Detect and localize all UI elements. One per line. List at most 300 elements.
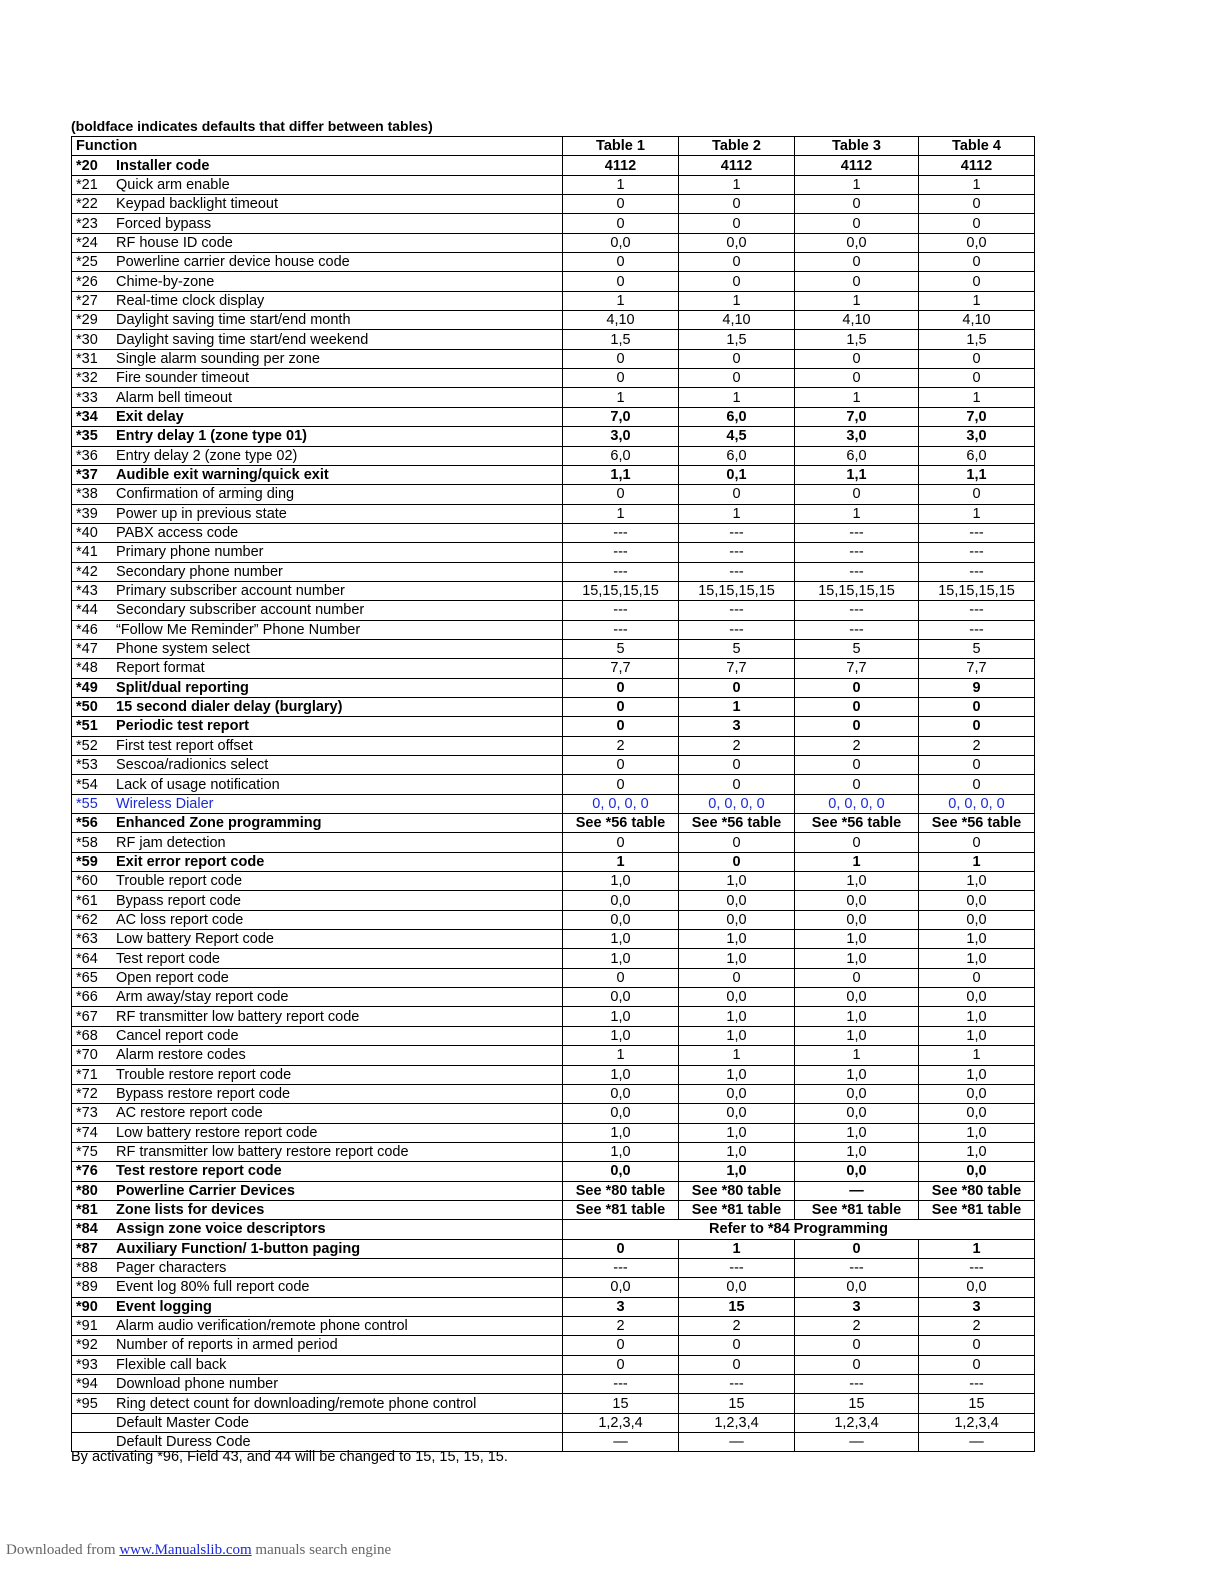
function-cell	[72, 253, 563, 272]
table-1-value: 0,0	[563, 233, 679, 252]
table-4-value: 3,0	[919, 427, 1035, 446]
table-row	[72, 1142, 1035, 1161]
function-cell	[72, 1084, 563, 1103]
table-4-value: 0,0	[919, 891, 1035, 910]
table-4-value: 1	[919, 388, 1035, 407]
table-2-value: 2	[679, 1316, 795, 1335]
table-4-value: 1,0	[919, 1123, 1035, 1142]
table-2-value: 0	[679, 195, 795, 214]
table-3-value: 0,0	[795, 233, 919, 252]
table-1-value: See *81 table	[563, 1200, 679, 1219]
function-name: Trouble restore report code	[116, 1066, 292, 1083]
function-cell	[72, 1007, 563, 1026]
function-code: *27	[76, 292, 98, 309]
function-cell	[72, 814, 563, 833]
table-1-value: ---	[563, 620, 679, 639]
table-1-value: 4,10	[563, 311, 679, 330]
table-4-value: 1	[919, 291, 1035, 310]
function-code: *61	[76, 892, 98, 909]
function-name: Report format	[116, 660, 205, 677]
function-code: *48	[76, 660, 98, 677]
table-2-value: 0	[679, 833, 795, 852]
function-name: Forced bypass	[116, 215, 212, 232]
function-name: Secondary subscriber account number	[116, 602, 365, 619]
function-name: Alarm audio verification/remote phone control	[116, 1318, 408, 1335]
header-function: Function	[72, 137, 563, 156]
table-1-value: 1,2,3,4	[563, 1413, 679, 1432]
table-4-value: 1,0	[919, 1142, 1035, 1161]
table-2-value: 0	[679, 1355, 795, 1374]
table-4-value: 5	[919, 639, 1035, 658]
function-code: *65	[76, 969, 98, 986]
function-name: Number of reports in armed period	[116, 1337, 338, 1354]
table-row	[72, 717, 1035, 736]
table-2-value: 2	[679, 736, 795, 755]
table-2-value: ---	[679, 562, 795, 581]
table-row	[72, 833, 1035, 852]
function-name: Event logging	[116, 1298, 212, 1315]
function-cell	[72, 1220, 563, 1239]
table-4-value: See *80 table	[919, 1181, 1035, 1200]
table-4-value: 0	[919, 697, 1035, 716]
table-3-value: ---	[795, 1258, 919, 1277]
table-1-value: 0,0	[563, 910, 679, 929]
table-4-value: See *81 table	[919, 1200, 1035, 1219]
table-3-value: 0	[795, 968, 919, 987]
table-1-value: 0	[563, 968, 679, 987]
table-1-value: 0	[563, 756, 679, 775]
function-cell	[72, 1142, 563, 1161]
table-4-value: 0	[919, 195, 1035, 214]
function-cell	[72, 1278, 563, 1297]
table-row	[72, 910, 1035, 929]
function-cell	[72, 1297, 563, 1316]
table-row	[72, 814, 1035, 833]
table-3-value: ---	[795, 562, 919, 581]
function-name: Bypass restore report code	[116, 1086, 291, 1103]
table-1-value: 0	[563, 253, 679, 272]
table-2-value: 1	[679, 504, 795, 523]
table-1-value: 1,0	[563, 949, 679, 968]
function-name: Entry delay 1 (zone type 01)	[116, 428, 307, 445]
table-row	[72, 601, 1035, 620]
table-row	[72, 465, 1035, 484]
table-1-value: 0, 0, 0, 0	[563, 794, 679, 813]
function-code: *56	[76, 815, 98, 832]
table-2-value: 1,0	[679, 1065, 795, 1084]
table-1-value: 0	[563, 678, 679, 697]
function-cell	[72, 388, 563, 407]
function-name: Audible exit warning/quick exit	[116, 467, 329, 484]
table-row	[72, 291, 1035, 310]
function-name: Ring detect count for downloading/remote phone control	[116, 1395, 477, 1412]
table-4-value: ---	[919, 523, 1035, 542]
table-2-value: 0	[679, 214, 795, 233]
table-row	[72, 1046, 1035, 1065]
table-row	[72, 1181, 1035, 1200]
table-2-value: 1,2,3,4	[679, 1413, 795, 1432]
function-cell	[72, 930, 563, 949]
table-4-value: 0	[919, 775, 1035, 794]
function-code: *72	[76, 1086, 98, 1103]
table-1-value: 15	[563, 1394, 679, 1413]
table-2-value: 0,0	[679, 1278, 795, 1297]
function-cell	[72, 794, 563, 813]
table-row	[72, 407, 1035, 426]
table-row	[72, 697, 1035, 716]
table-2-value: 0	[679, 678, 795, 697]
function-name: Installer code	[116, 157, 210, 174]
table-4-value: 6,0	[919, 446, 1035, 465]
function-code: *40	[76, 525, 98, 542]
table-2-value: 0,0	[679, 910, 795, 929]
table-row	[72, 1316, 1035, 1335]
function-code: *63	[76, 931, 98, 948]
table-2-value: 15,15,15,15	[679, 581, 795, 600]
function-cell	[72, 756, 563, 775]
table-2-value: 1	[679, 697, 795, 716]
function-code: *91	[76, 1318, 98, 1335]
table-1-value: 0	[563, 717, 679, 736]
function-cell	[72, 1394, 563, 1413]
table-2-value: 15	[679, 1394, 795, 1413]
function-code: *70	[76, 1047, 98, 1064]
table-3-value: 1,0	[795, 1007, 919, 1026]
function-cell	[72, 446, 563, 465]
table-1-value: ---	[563, 1258, 679, 1277]
table-3-value: ---	[795, 523, 919, 542]
table-4-value: 7,7	[919, 659, 1035, 678]
function-name: Keypad backlight timeout	[116, 196, 279, 213]
function-name: First test report offset	[116, 737, 253, 754]
table-4-value: 0	[919, 756, 1035, 775]
table-row	[72, 504, 1035, 523]
function-name: Split/dual reporting	[116, 679, 249, 696]
table-4-value: ---	[919, 1375, 1035, 1394]
table-row	[72, 891, 1035, 910]
function-cell	[72, 214, 563, 233]
function-cell	[72, 523, 563, 542]
table-3-value: 0	[795, 1355, 919, 1374]
function-code: *67	[76, 1008, 98, 1025]
function-code: *74	[76, 1124, 98, 1141]
table-2-value: 1,0	[679, 872, 795, 891]
table-1-value: 0	[563, 485, 679, 504]
function-name: Bypass report code	[116, 892, 241, 909]
function-code: *39	[76, 505, 98, 522]
function-code: *71	[76, 1066, 98, 1083]
table-4-value: 0, 0, 0, 0	[919, 794, 1035, 813]
function-code: *35	[76, 428, 98, 445]
function-code: *38	[76, 486, 98, 503]
table-row	[72, 1007, 1035, 1026]
table-row	[72, 1220, 1035, 1239]
table-2-value: 4112	[679, 156, 795, 175]
table-4-value: 1,0	[919, 872, 1035, 891]
table-row	[72, 369, 1035, 388]
table-row	[72, 1278, 1035, 1297]
table-3-value: 1,5	[795, 330, 919, 349]
function-code: *20	[76, 157, 98, 174]
function-name: Entry delay 2 (zone type 02)	[116, 447, 298, 464]
table-2-value: 3	[679, 717, 795, 736]
table-4-value: 2	[919, 1316, 1035, 1335]
table-2-value: ---	[679, 601, 795, 620]
table-2-value: 1	[679, 291, 795, 310]
table-1-value: ---	[563, 523, 679, 542]
table-1-value: ---	[563, 601, 679, 620]
function-code: *80	[76, 1182, 98, 1199]
table-2-value: 15	[679, 1297, 795, 1316]
table-row	[72, 1123, 1035, 1142]
function-code: *43	[76, 583, 98, 600]
table-row	[72, 311, 1035, 330]
table-3-value: 1	[795, 852, 919, 871]
table-1-value: 3	[563, 1297, 679, 1316]
function-code: *44	[76, 602, 98, 619]
function-code: *26	[76, 273, 98, 290]
table-4-value: 0	[919, 349, 1035, 368]
table-1-value: 0,0	[563, 1278, 679, 1297]
table-2-value: 0,0	[679, 233, 795, 252]
table-4-value: 1,0	[919, 930, 1035, 949]
table-4-value: 0,0	[919, 1162, 1035, 1181]
table-4-value: 15,15,15,15	[919, 581, 1035, 600]
table-3-value: 15,15,15,15	[795, 581, 919, 600]
table-1-value: 0	[563, 775, 679, 794]
table-4-value: 15	[919, 1394, 1035, 1413]
table-4-value: 1	[919, 1046, 1035, 1065]
function-code: *31	[76, 350, 98, 367]
table-row	[72, 1375, 1035, 1394]
table-row	[72, 330, 1035, 349]
function-code: *94	[76, 1376, 98, 1393]
function-cell	[72, 465, 563, 484]
download-prefix: Downloaded from	[6, 1542, 120, 1558]
function-name: AC loss report code	[116, 911, 244, 928]
table-1-value: 0	[563, 195, 679, 214]
function-code: *41	[76, 544, 98, 561]
table-2-value: 0, 0, 0, 0	[679, 794, 795, 813]
table-row	[72, 195, 1035, 214]
table-2-value: 1,0	[679, 1123, 795, 1142]
table-1-value: —	[563, 1433, 679, 1452]
table-3-value: 5	[795, 639, 919, 658]
manualslib-link[interactable]: www.Manualslib.com	[119, 1542, 252, 1558]
function-code: *24	[76, 234, 98, 251]
table-row	[72, 1162, 1035, 1181]
table-2-value: 0	[679, 968, 795, 987]
table-3-value: 0	[795, 717, 919, 736]
table-row	[72, 1239, 1035, 1258]
table-4-value: 0	[919, 369, 1035, 388]
function-code: *29	[76, 312, 98, 329]
function-cell	[72, 872, 563, 891]
function-cell	[72, 1104, 563, 1123]
table-row	[72, 1394, 1035, 1413]
table-4-value: 4112	[919, 156, 1035, 175]
table-1-value: 0,0	[563, 988, 679, 1007]
table-3-value: 0	[795, 272, 919, 291]
table-3-value: 1,2,3,4	[795, 1413, 919, 1432]
table-1-value: 0	[563, 369, 679, 388]
function-name: Wireless Dialer	[116, 795, 214, 812]
function-code: *22	[76, 196, 98, 213]
function-code: *73	[76, 1105, 98, 1122]
function-code: *62	[76, 911, 98, 928]
table-4-value: 9	[919, 678, 1035, 697]
table-2-value: 1,0	[679, 1162, 795, 1181]
table-4-value: 0	[919, 485, 1035, 504]
table-3-value: 0,0	[795, 1084, 919, 1103]
table-3-value: 0	[795, 1336, 919, 1355]
function-code: *23	[76, 215, 98, 232]
function-cell	[72, 1200, 563, 1219]
table-1-value: 1	[563, 175, 679, 194]
table-row	[72, 214, 1035, 233]
table-1-value: ---	[563, 562, 679, 581]
table-3-value: 1,0	[795, 1026, 919, 1045]
function-name: Phone system select	[116, 641, 250, 658]
table-2-value: 0	[679, 485, 795, 504]
function-code: *21	[76, 176, 98, 193]
function-name: Fire sounder timeout	[116, 370, 249, 387]
table-row	[72, 639, 1035, 658]
function-cell	[72, 1375, 563, 1394]
function-code: *95	[76, 1395, 98, 1412]
table-row	[72, 1258, 1035, 1277]
function-code: *75	[76, 1144, 98, 1161]
function-name: PABX access code	[116, 525, 239, 542]
function-cell	[72, 195, 563, 214]
table-2-value: —	[679, 1433, 795, 1452]
table-3-value: 0	[795, 214, 919, 233]
table-3-value: 1,0	[795, 1123, 919, 1142]
table-3-value: 0,0	[795, 1278, 919, 1297]
table-4-value: 1	[919, 504, 1035, 523]
function-name: Zone lists for devices	[116, 1202, 265, 1219]
table-4-value: ---	[919, 620, 1035, 639]
table-1-value: 15,15,15,15	[563, 581, 679, 600]
table-3-value: 1,0	[795, 949, 919, 968]
table-1-value: 0	[563, 214, 679, 233]
table-3-value: ---	[795, 543, 919, 562]
table-2-value: 1,0	[679, 1026, 795, 1045]
table-2-value: 0,0	[679, 891, 795, 910]
table-4-value: 0,0	[919, 988, 1035, 1007]
function-cell	[72, 562, 563, 581]
table-2-value: 1,0	[679, 1142, 795, 1161]
function-name: Powerline Carrier Devices	[116, 1182, 295, 1199]
table-row	[72, 1084, 1035, 1103]
function-cell	[72, 659, 563, 678]
table-4-value: 0	[919, 1336, 1035, 1355]
table-1-value: 1	[563, 852, 679, 871]
table-2-value: See *81 table	[679, 1200, 795, 1219]
function-code: *30	[76, 331, 98, 348]
function-name: RF house ID code	[116, 234, 233, 251]
function-name: Chime-by-zone	[116, 273, 215, 290]
table-1-value: 0	[563, 272, 679, 291]
header-table-4: Table 4	[919, 137, 1035, 156]
table-caption: (boldface indicates defaults that differ between tables)	[71, 118, 433, 134]
function-cell	[72, 291, 563, 310]
table-2-value: 4,5	[679, 427, 795, 446]
function-code: *66	[76, 989, 98, 1006]
table-1-value: 1	[563, 504, 679, 523]
function-code: *64	[76, 950, 98, 967]
table-2-value: 0	[679, 852, 795, 871]
table-3-value: 0,0	[795, 891, 919, 910]
table-row	[72, 1413, 1035, 1432]
function-cell	[72, 1258, 563, 1277]
table-3-value: 1	[795, 291, 919, 310]
table-1-value: 4112	[563, 156, 679, 175]
table-1-value: 0,0	[563, 1162, 679, 1181]
table-3-value: 1,0	[795, 872, 919, 891]
table-4-value: 0	[919, 833, 1035, 852]
table-4-value: ---	[919, 1258, 1035, 1277]
table-row	[72, 756, 1035, 775]
table-3-value: 7,0	[795, 407, 919, 426]
table-4-value: 4,10	[919, 311, 1035, 330]
table-3-value: 1	[795, 175, 919, 194]
table-row	[72, 852, 1035, 871]
table-4-value: 0,0	[919, 233, 1035, 252]
table-row	[72, 1355, 1035, 1374]
function-cell	[72, 407, 563, 426]
function-name: Exit error report code	[116, 853, 265, 870]
function-cell	[72, 968, 563, 987]
table-3-value: 0,0	[795, 1104, 919, 1123]
function-cell	[72, 1181, 563, 1200]
function-name: Single alarm sounding per zone	[116, 350, 320, 367]
table-4-value: 1	[919, 1239, 1035, 1258]
table-2-value: 1,0	[679, 949, 795, 968]
table-4-value: 3	[919, 1297, 1035, 1316]
function-code: *55	[76, 795, 98, 812]
function-cell	[72, 678, 563, 697]
function-cell	[72, 1316, 563, 1335]
function-code: *36	[76, 447, 98, 464]
table-3-value: 1,0	[795, 1142, 919, 1161]
table-row	[72, 349, 1035, 368]
table-3-value: —	[795, 1433, 919, 1452]
function-name: Low battery restore report code	[116, 1124, 318, 1141]
table-4-value: 0,0	[919, 1084, 1035, 1103]
table-row	[72, 1065, 1035, 1084]
table-3-value: 0,0	[795, 910, 919, 929]
function-name: Cancel report code	[116, 1027, 239, 1044]
table-3-value: 6,0	[795, 446, 919, 465]
table-1-value: ---	[563, 1375, 679, 1394]
function-cell	[72, 485, 563, 504]
table-2-value: 6,0	[679, 407, 795, 426]
function-name: Test report code	[116, 950, 220, 967]
table-row	[72, 175, 1035, 194]
merged-value-cell: Refer to *84 Programming	[563, 1220, 1035, 1239]
function-cell	[72, 504, 563, 523]
function-cell	[72, 620, 563, 639]
table-4-value: ---	[919, 543, 1035, 562]
table-1-value: 0	[563, 1239, 679, 1258]
table-3-value: 7,7	[795, 659, 919, 678]
function-name: Pager characters	[116, 1260, 227, 1277]
function-name: Default Master Code	[116, 1414, 249, 1431]
function-code: *58	[76, 834, 98, 851]
function-name: Assign zone voice descriptors	[116, 1221, 326, 1238]
table-3-value: 3,0	[795, 427, 919, 446]
